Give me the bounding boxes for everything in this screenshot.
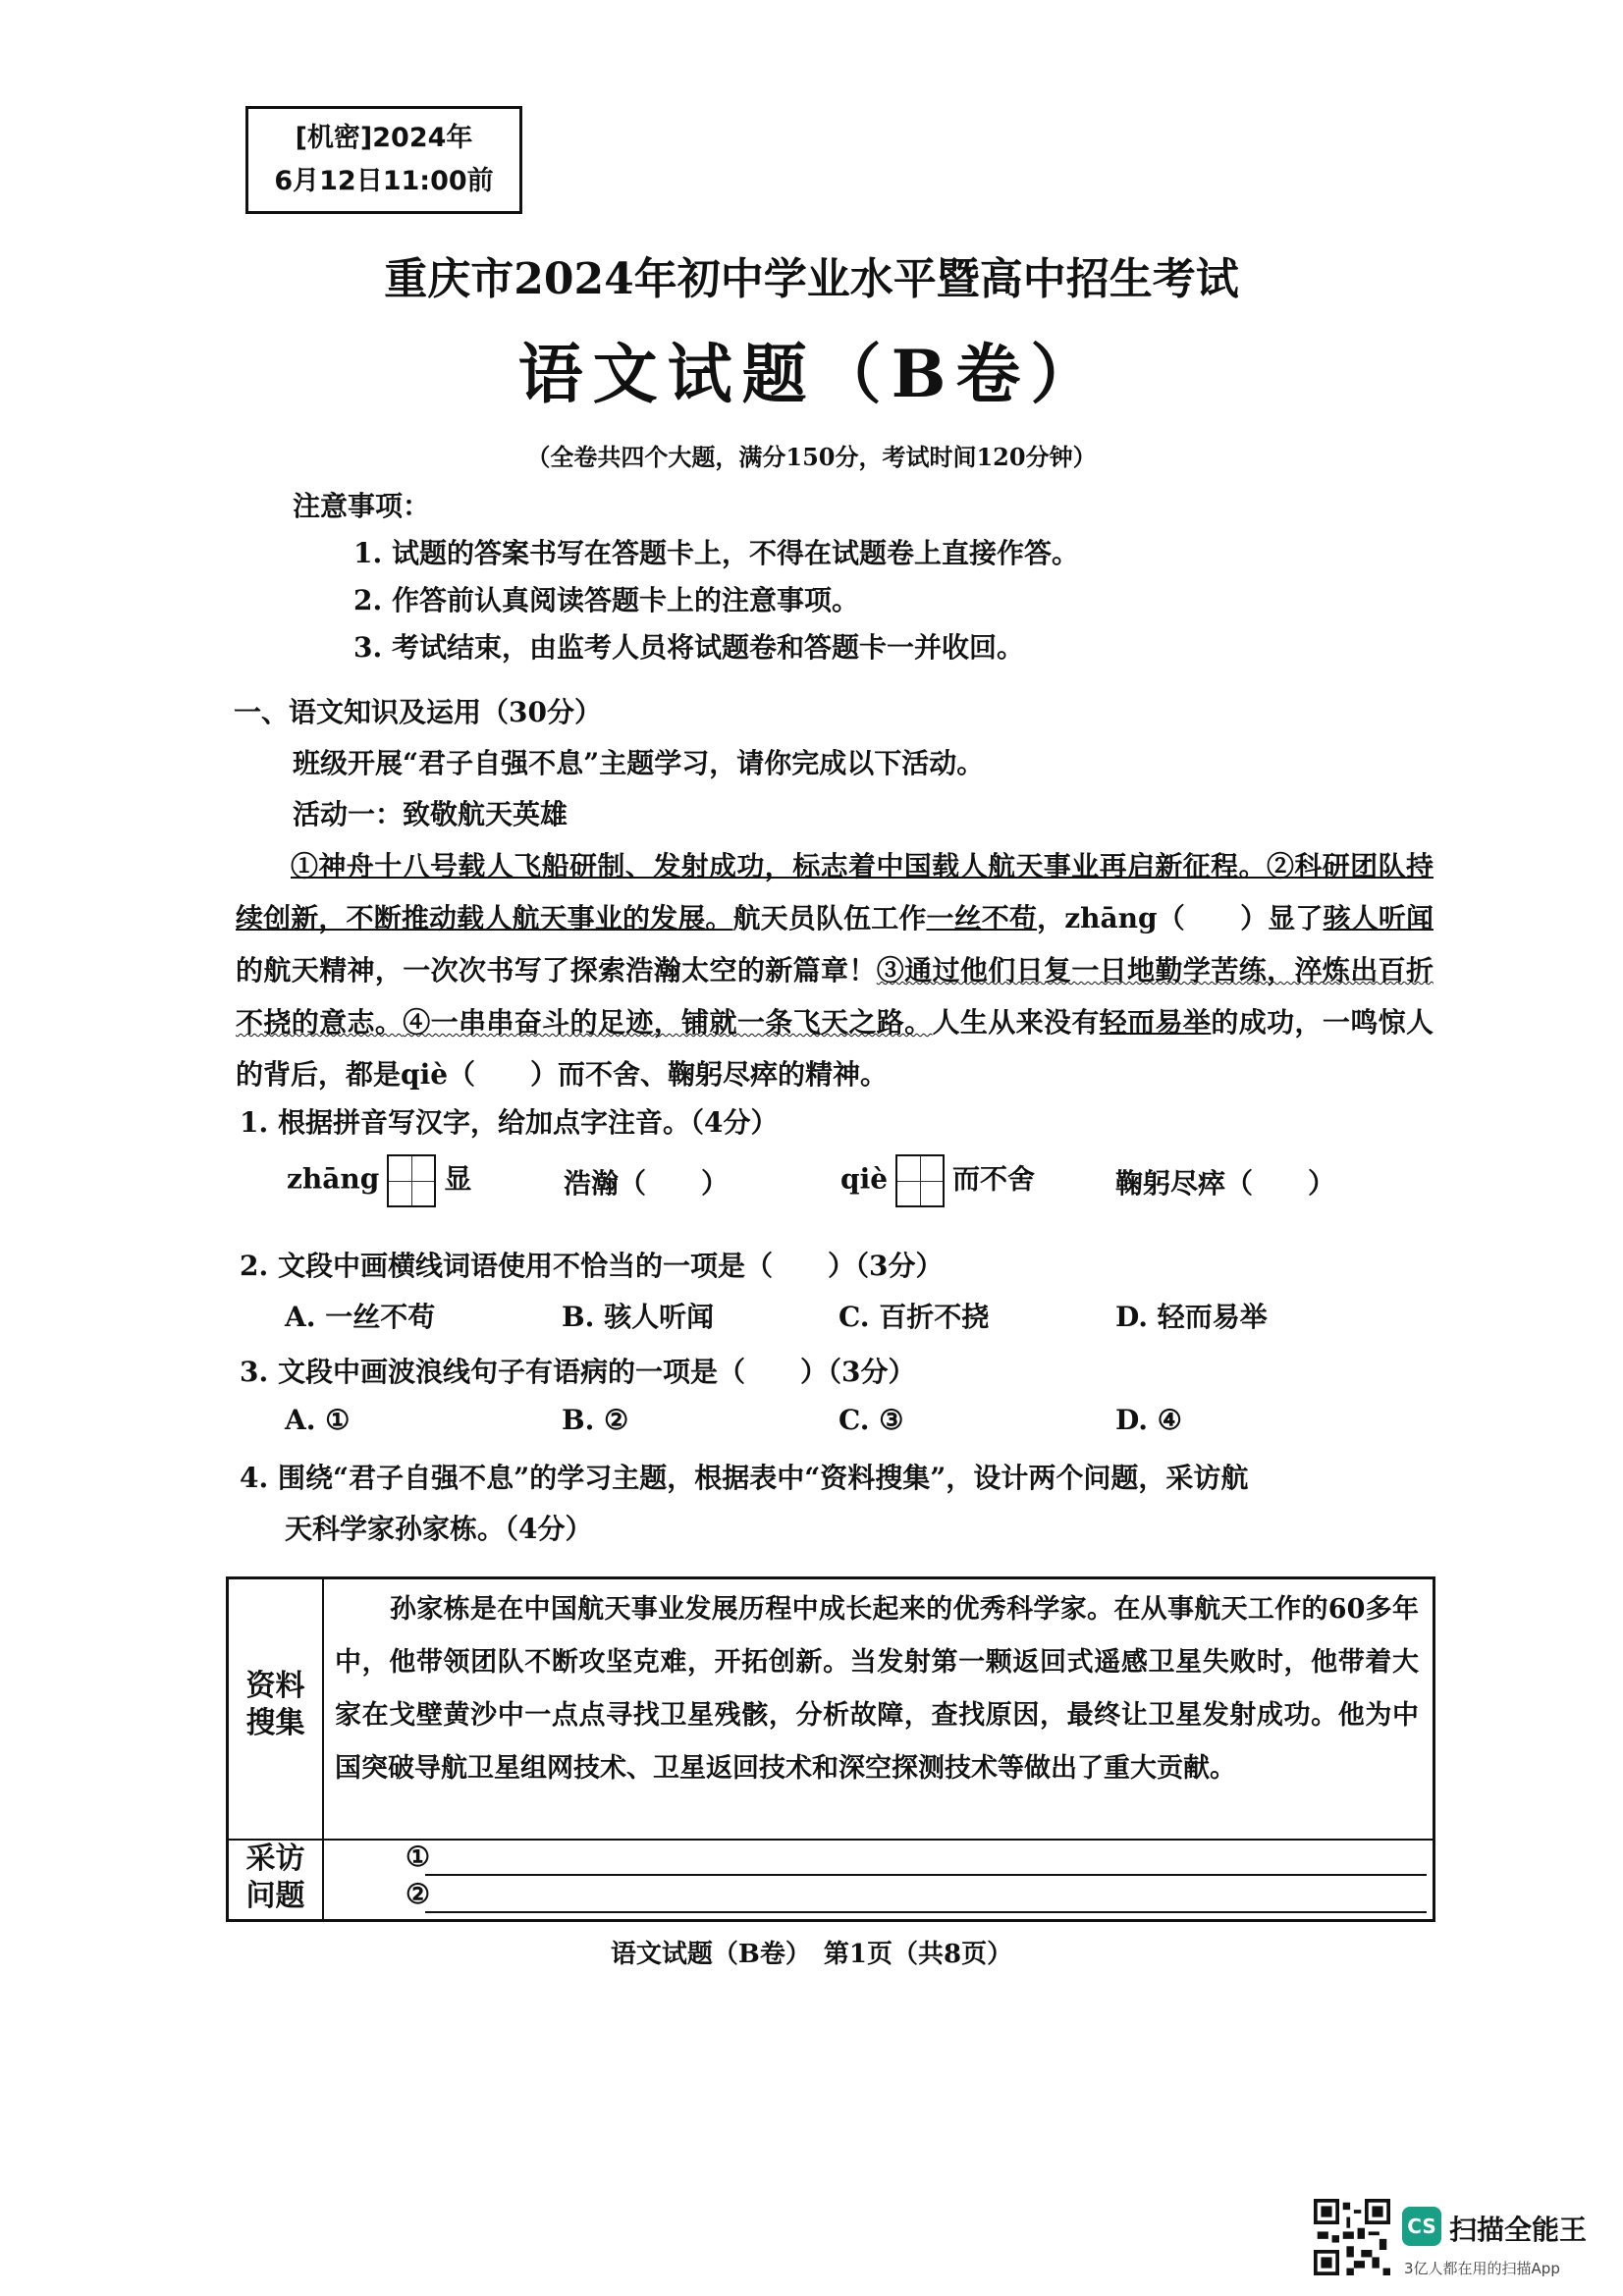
option-b: B. 骇人听闻: [562, 1301, 715, 1333]
row-head-line: 资料: [245, 1669, 305, 1703]
pinyin-qie: qiè: [840, 1162, 889, 1196]
table-divider: [322, 1579, 324, 1919]
passage-text: 的航天精神，一次次书写了探索浩瀚太空的新篇章！: [236, 954, 877, 987]
info-table: [226, 1576, 1435, 1922]
passage: [236, 840, 1434, 1100]
row-head-questions: [229, 1841, 322, 1915]
question-1-items: [287, 1154, 471, 1207]
question-4-stem: 4. 围绕“君子自强不息”的学习主题，根据表中“资料搜集”，设计两个问题，采访航: [240, 1462, 1249, 1494]
question-1-stem: 1. 根据拼音写汉字，给加点字注音。（4分）: [240, 1106, 779, 1139]
sentence-2: ②科研团队持续创新，不断推动载人航天事业的发展。: [236, 850, 1434, 934]
question-1-item3: [840, 1154, 1035, 1207]
option-c: C. ③: [839, 1404, 904, 1436]
question-2-stem: 2. 文段中画横线词语使用不恰当的一项是（ ）（3分）: [240, 1250, 944, 1282]
section-heading: 一、语文知识及运用（30分）: [234, 696, 602, 728]
qr-code-icon: [1314, 2199, 1390, 2275]
question-1-item2: 浩瀚（ ）: [564, 1167, 730, 1200]
pinyin-zhang: zhāng: [287, 1162, 380, 1196]
option-d: D. ④: [1115, 1404, 1182, 1436]
note-item: 2. 作答前认真阅读答题卡上的注意事项。: [353, 584, 859, 616]
materials-text: 孙家栋是在中国航天事业发展历程中成长起来的优秀科学家。在从事航天工作的60多年中，他带领团队不断攻坚克难，开拓创新。当发射第一颗返回式遥感卫星失败时，他带着大家在戈壁黄沙中一点点寻找卫星残骸，分析故障，查找原因，最终让卫星发射成功。他为中国突破导航卫星组网技术、卫星返回技术和深空探测技术等做出了重大贡献。: [335, 1594, 1419, 1784]
question-3-stem: 3. 文段中画波浪线句子有语病的一项是（ ）（3分）: [240, 1356, 916, 1388]
answer-grid[interactable]: [387, 1154, 436, 1207]
option-c: C. 百折不挠: [839, 1301, 990, 1333]
word-1: 一丝不苟: [926, 902, 1038, 934]
row-head-line: 问题: [245, 1879, 305, 1913]
exam-title: 重庆市2024年初中学业水平暨高中招生考试: [384, 254, 1239, 304]
notes-heading: 注意事项：: [293, 490, 431, 522]
answer-line-1[interactable]: [425, 1874, 1427, 1876]
passage-text: 航天员队伍工作: [732, 902, 927, 934]
page-footer: 语文试题（B卷） 第1页（共8页）: [610, 1940, 1013, 1969]
exam-info: （全卷共四个大题，满分150分，考试时间120分钟）: [526, 443, 1097, 471]
sentence-3: ③通过他们日复一日地勤学苦练，淬炼出百折不挠的意志。: [236, 954, 1434, 1039]
option-a: A. ①: [285, 1404, 351, 1436]
answer-grid[interactable]: [895, 1154, 945, 1207]
note-item: 3. 考试结束，由监考人员将试题卷和答题卡一并收回。: [353, 631, 1024, 664]
confidential-box: [245, 106, 522, 214]
sentence-4: ④一串串奋斗的足迹，铺就一条飞天之路。: [403, 1006, 933, 1039]
passage-text: 的成功，一鸣惊人的背后，都是qiè（ ）而不舍、鞠躬尽瘁的精神。: [236, 1006, 1434, 1091]
scanner-brand: 扫描全能王: [1449, 2214, 1588, 2246]
answer-line-2[interactable]: [425, 1911, 1427, 1913]
answer-number: ②: [406, 1878, 431, 1910]
option-a: A. 一丝不苟: [285, 1301, 436, 1333]
answer-number: ①: [406, 1841, 431, 1873]
option-b: B. ②: [562, 1404, 629, 1436]
row-head-line: 采访: [245, 1842, 305, 1876]
row-head-materials: [229, 1668, 322, 1742]
option-d: D. 轻而易举: [1115, 1301, 1268, 1333]
item1-suffix: 显: [444, 1162, 472, 1196]
passage-text: 人生从来没有: [932, 1006, 1100, 1039]
confidential-line2: 6月12日11:00前: [274, 166, 494, 196]
scanner-tagline: 3亿人都在用的扫描App: [1404, 2260, 1560, 2277]
item3-suffix: 而不舍: [952, 1162, 1036, 1196]
word-2: 骇人听闻: [1323, 902, 1434, 934]
subject-title: 语文试题（B卷）: [517, 336, 1106, 412]
confidential-line1: [机密]2024年: [295, 123, 473, 153]
sentence-1: ①神舟十八号载人飞船研制、发射成功，标志着中国载人航天事业再启新征程。: [291, 850, 1267, 882]
activity-title: 活动一：致敬航天英雄: [293, 798, 568, 830]
passage-text: ，zhāng（ ）显了: [1037, 902, 1324, 934]
cs-logo: CS: [1402, 2207, 1441, 2246]
question-1-item4: 鞠躬尽瘁（ ）: [1115, 1167, 1336, 1200]
note-item: 1. 试题的答案书写在答题卡上，不得在试题卷上直接作答。: [353, 537, 1079, 569]
question-4-stem-cont: 天科学家孙家栋。（4分）: [285, 1513, 593, 1545]
section-intro: 班级开展“君子自强不息”主题学习，请你完成以下活动。: [293, 747, 985, 779]
word-3: 轻而易举: [1099, 1006, 1212, 1039]
row-head-line: 搜集: [245, 1706, 305, 1740]
